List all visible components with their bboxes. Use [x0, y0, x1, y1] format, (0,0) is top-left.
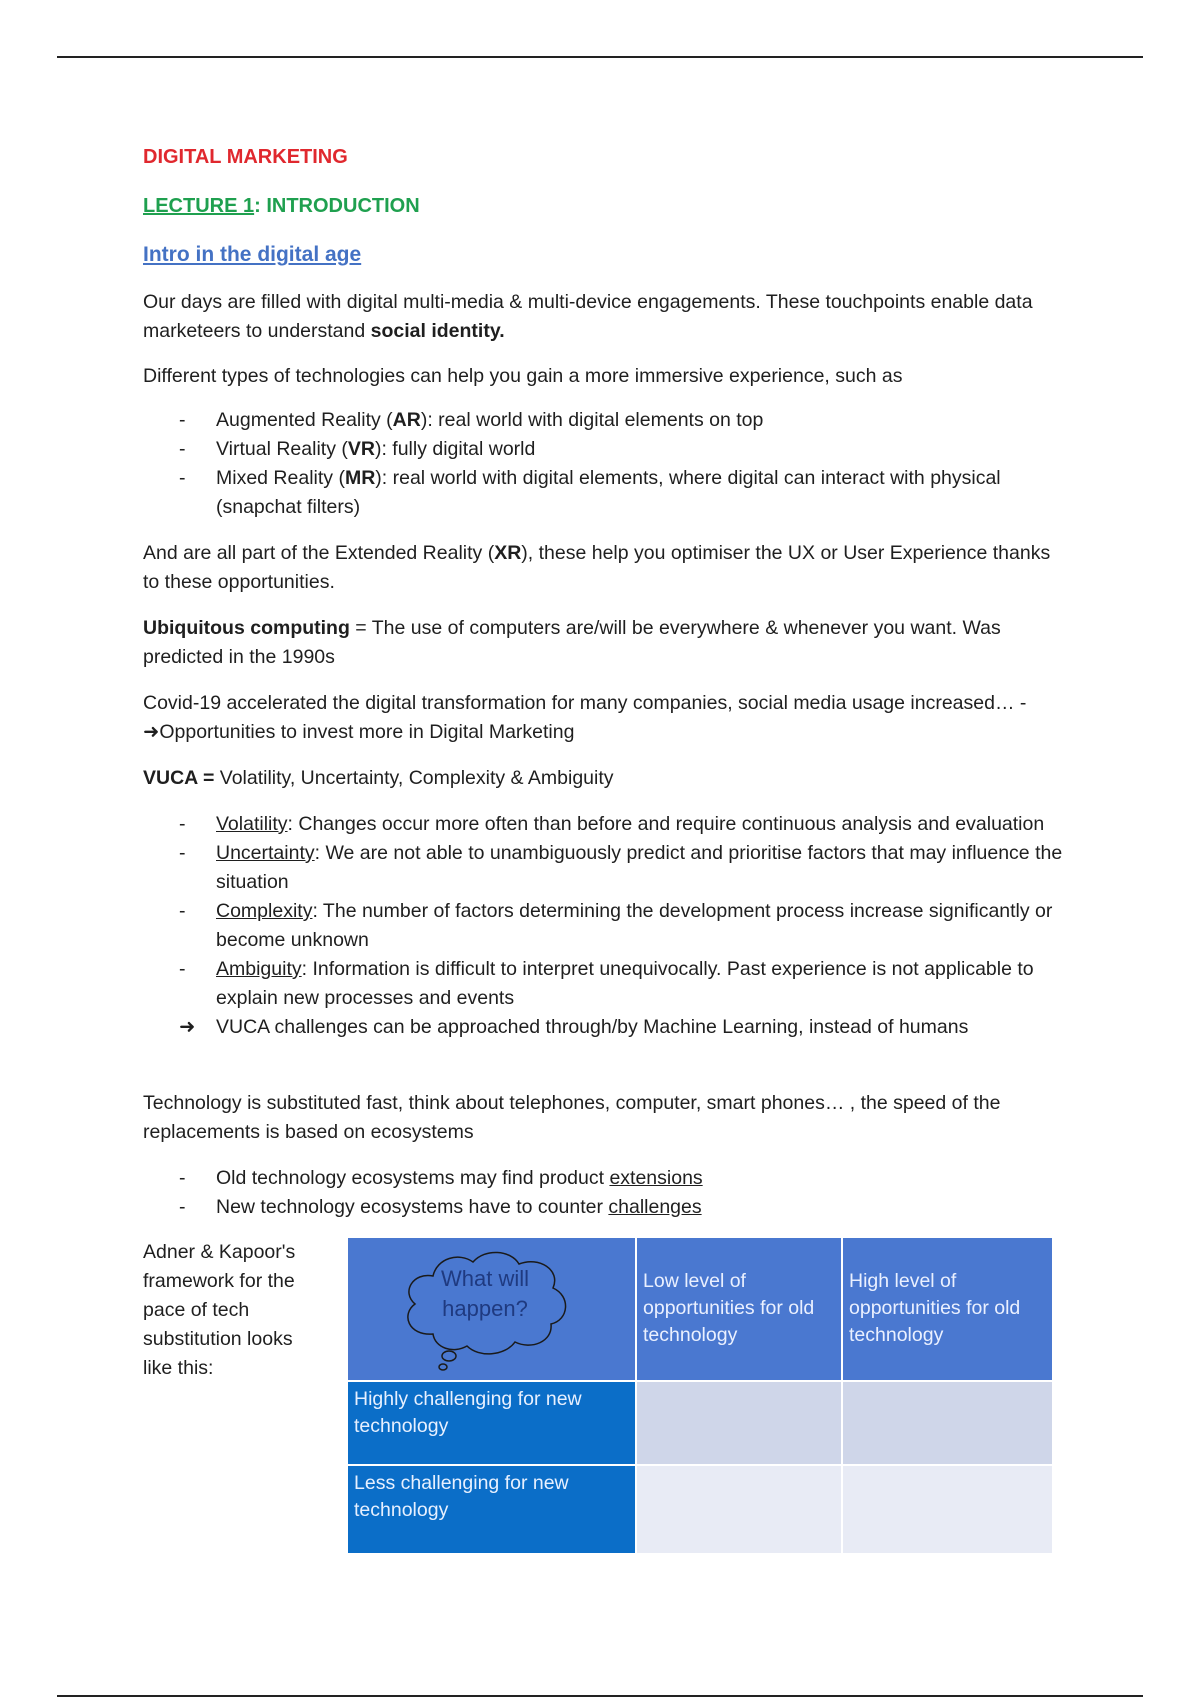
lecture-heading: [143, 192, 420, 221]
list-item: [143, 1013, 1063, 1042]
row-header-text: Less challenging for new technology: [354, 1472, 569, 1521]
list-item-abbr: VR: [347, 438, 375, 460]
adner-kapoor-matrix: [348, 1238, 1054, 1553]
row-header-less-challenging: [348, 1465, 636, 1553]
paragraph-extended-reality: [143, 539, 1063, 597]
paragraph-covid: [143, 689, 1073, 747]
paragraph-covid-line1: Covid-19 accelerated the digital transformation for many companies, social media usage increased… -: [143, 692, 1027, 714]
top-rule: [57, 56, 1143, 58]
list-item-text: Old technology ecosystems may find product: [216, 1167, 610, 1189]
matrix-cell: [636, 1381, 842, 1465]
paragraph-intro: [143, 288, 1063, 346]
column-header-high: [842, 1238, 1053, 1381]
list-item: - Virtual Reality (VR): fully digital world: [179, 438, 536, 460]
row-header-highly-challenging: [348, 1381, 636, 1465]
matrix-cell: [636, 1465, 842, 1553]
vuca-term: Ambiguity: [216, 958, 302, 980]
column-header-text: High level of opportunities for old technology: [849, 1270, 1021, 1346]
paragraph-substitution: Technology is substituted fast, think about telephones, computer, smart phones… , the speed of the replacements is based on ecosystems: [143, 1092, 1001, 1143]
column-header-low: [636, 1238, 842, 1381]
vuca-desc: : The number of factors determining the development process increase significantly or become unknown: [216, 900, 1053, 951]
vuca-desc: : We are not able to unambiguously predict and prioritise factors that may influence the situation: [216, 842, 1063, 893]
list-item: - New technology ecosystems have to counter challenges: [179, 1196, 702, 1218]
paragraph-ubiquitous: [143, 614, 1063, 672]
list-item-text: Augmented Reality (: [216, 409, 393, 431]
document-title: DIGITAL MARKETING: [143, 146, 348, 168]
list-item-underlined: extensions: [609, 1167, 703, 1189]
list-item-text: ): real world with digital elements on top: [420, 409, 764, 431]
list-item-text: Mixed Reality (: [216, 467, 345, 489]
paragraph-covid-line2: [143, 718, 1073, 747]
term-vuca: VUCA =: [143, 767, 215, 789]
list-item-text: ): fully digital world: [374, 438, 536, 460]
list-item: - Mixed Reality (MR): real world with digital elements, where digital can interact with physical (snapchat filters): [179, 467, 1001, 518]
list-item: - Augmented Reality (AR): real world with digital elements on top: [179, 409, 764, 431]
reality-list: [143, 406, 1063, 522]
vuca-term: Volatility: [216, 813, 288, 835]
list-item-underlined: challenges: [608, 1196, 702, 1218]
framework-caption: Adner & Kapoor's framework for the pace of tech substitution looks like this:: [143, 1241, 296, 1379]
paragraph-text: = The use of computers are/will be everywhere & whenever you want. Was predicted in the 1990s: [143, 617, 1001, 668]
list-item-text: ): real world with digital elements, where digital can interact with physical (snapchat filters): [216, 467, 1001, 518]
paragraph-intro-bold: social identity.: [370, 320, 505, 342]
paragraph-text: Opportunities to invest more in Digital Marketing: [159, 721, 575, 743]
cloud-text: What will happen?: [440, 1266, 529, 1321]
list-item-abbr: MR: [344, 467, 376, 489]
ecosystem-list: [143, 1164, 1063, 1222]
paragraph-technologies: Different types of technologies can help you gain a more immersive experience, such as: [143, 365, 903, 387]
paragraph-text: ), these help you optimiser the UX or User Experience thanks to these opportunities.: [143, 542, 1051, 593]
matrix-corner-cell: [348, 1238, 636, 1381]
paragraph-text: And are all part of the Extended Reality (: [143, 542, 495, 564]
lecture-topic: : INTRODUCTION: [254, 195, 420, 217]
list-item: - Ambiguity: Information is difficult to interpret unequivocally. Past experience is not applicable to explain new processes and events: [179, 958, 1034, 1009]
vuca-term: Uncertainty: [216, 842, 315, 864]
term-ubiquitous: Ubiquitous computing: [143, 617, 350, 639]
paragraph-abbr: XR: [494, 542, 522, 564]
matrix-cell: [842, 1465, 1053, 1553]
list-item: - Old technology ecosystems may find product extensions: [179, 1167, 703, 1189]
lecture-number: LECTURE 1: [143, 195, 255, 217]
matrix-cell: [842, 1381, 1053, 1465]
paragraph-text: Volatility, Uncertainty, Complexity & Ambiguity: [214, 767, 614, 789]
vuca-list: [143, 810, 1063, 1042]
section-heading: Intro in the digital age: [143, 243, 362, 266]
bottom-rule: [57, 1695, 1143, 1697]
right-arrow-icon: ➜: [179, 1016, 196, 1038]
right-arrow-icon: ➜: [143, 721, 160, 743]
list-item: - Complexity: The number of factors determining the development process increase significantly or become unknown: [179, 900, 1053, 951]
column-header-text: Low level of opportunities for old technology: [643, 1270, 815, 1346]
list-item-text: Virtual Reality (: [216, 438, 348, 460]
paragraph-vuca: [143, 764, 1063, 793]
vuca-conclusion: VUCA challenges can be approached through/by Machine Learning, instead of humans: [216, 1016, 969, 1038]
vuca-term: Complexity: [216, 900, 313, 922]
paragraph-intro-text: Our days are filled with digital multi-media & multi-device engagements. These touchpoints enable data marketeers to understand: [143, 291, 1033, 342]
vuca-desc: : Changes occur more often than before and require continuous analysis and evaluation: [287, 813, 1045, 835]
row-header-text: Highly challenging for new technology: [354, 1388, 582, 1437]
vuca-desc: : Information is difficult to interpret unequivocally. Past experience is not applicable to explain new processes and events: [216, 958, 1034, 1009]
list-item-text: New technology ecosystems have to counter: [216, 1196, 609, 1218]
list-item-abbr: AR: [392, 409, 421, 431]
list-item: - Uncertainty: We are not able to unambiguously predict and prioritise factors that may influence the situation: [179, 842, 1063, 893]
list-item: - Volatility: Changes occur more often than before and require continuous analysis and evaluation: [179, 813, 1045, 835]
